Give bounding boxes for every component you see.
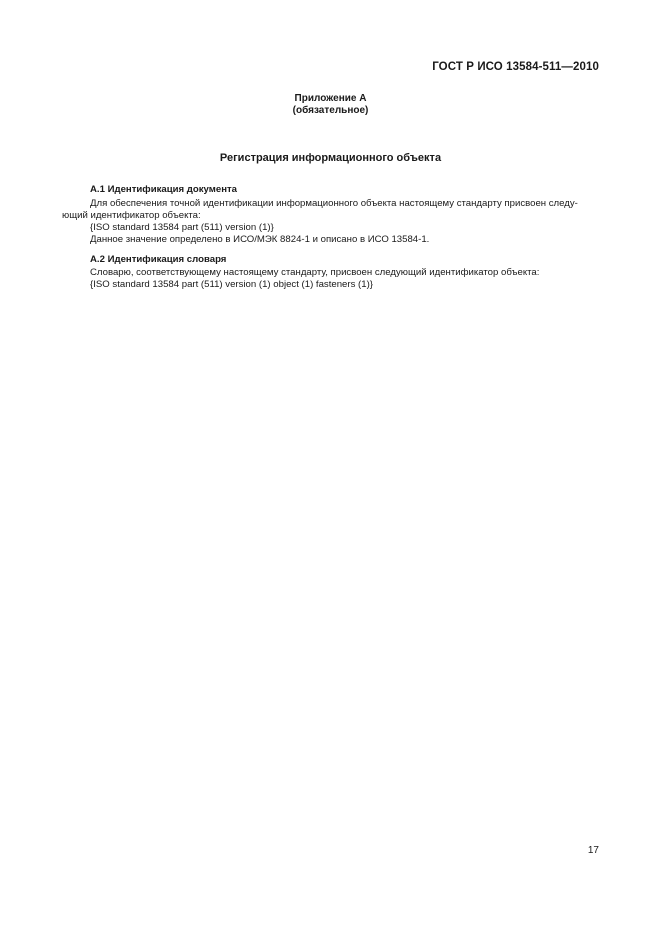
subsection-a1-identifier: {ISO standard 13584 part (511) version (1)} — [90, 222, 274, 233]
section-title: Регистрация информационного объекта — [219, 152, 442, 164]
appendix-status: (обязательное) — [292, 105, 369, 116]
subsection-a1-paragraph: Для обеспечения точной идентификации информационного объекта настоящему стандарту присвоен следу-ющий идентификатор объекта: — [62, 198, 578, 221]
appendix-title: Приложение А — [294, 93, 367, 104]
subsection-a2-identifier: {ISO standard 13584 part (511) version (1) object (1) fasteners (1)} — [90, 279, 373, 290]
subsection-a2-heading: А.2 Идентификация словаря — [90, 254, 227, 265]
subsection-a1-heading: А.1 Идентификация документа — [90, 184, 238, 195]
document-code: ГОСТ Р ИСО 13584-511—2010 — [432, 61, 599, 73]
page-number: 17 — [587, 845, 599, 856]
subsection-a2-paragraph: Словарю, соответствующему настоящему стандарту, присвоен следующий идентификатор объекта: — [90, 267, 540, 278]
subsection-a1-note: Данное значение определено в ИСО/МЭК 8824-1 и описано в ИСО 13584-1. — [90, 234, 430, 245]
